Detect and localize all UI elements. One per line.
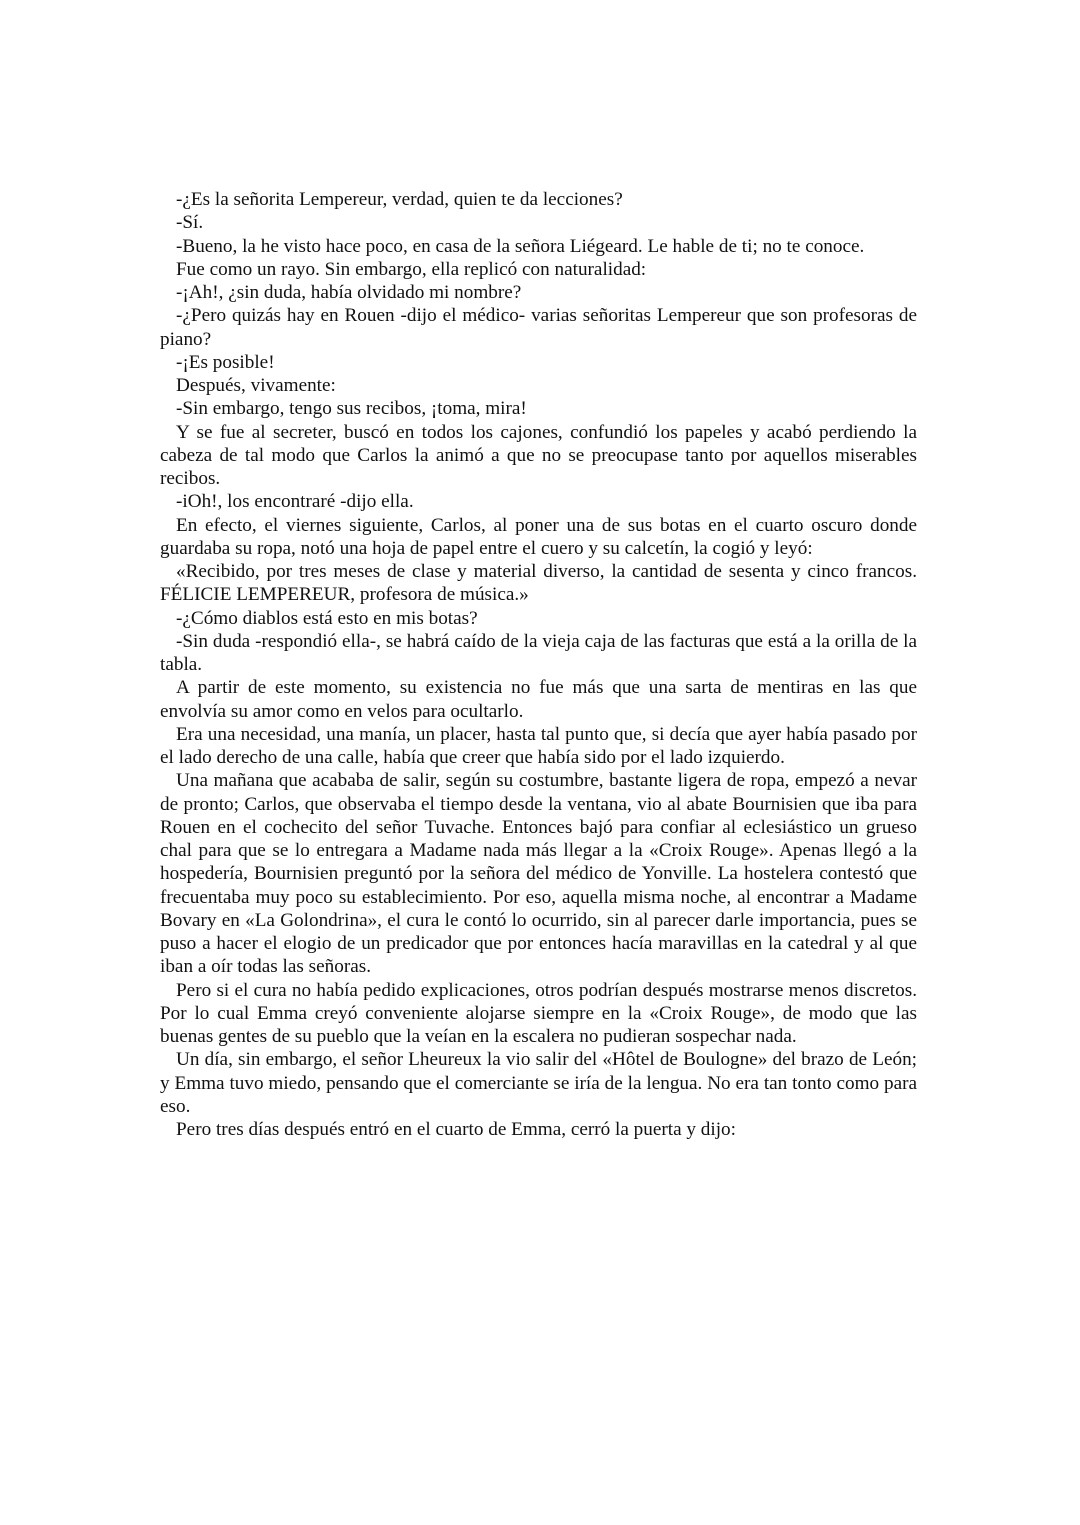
paragraph: Una mañana que acababa de salir, según su costumbre, bastante ligera de ropa, empezó a nevar de pronto; Carlos, que observaba el tiempo desde la ventana, vio al abate Bournisien que iba para Rouen en el cochecito del señor Tuvache. Entonces bajó para confiar al eclesiástico un grueso chal para que se lo entregara a Madame nada más llegar a la «Croix Rouge». Apenas llegó a la hospedería, Bournisien preguntó por la señora del médico de Yonville. La hostelera contestó que frecuentaba muy poco su establecimiento. Por eso, aquella misma noche, al encontrar a Madame Bovary en «La Golondrina», el cura le contó lo ocurrido, sin al parecer darle importancia, pues se puso a hacer el elogio de un predicador que por entonces hacía maravillas en la catedral y al que iban a oír todas las señoras.	[160, 770, 917, 978]
paragraph: -Sí.	[176, 212, 204, 234]
paragraph: -Sin embargo, tengo sus recibos, ¡toma, mira!	[176, 398, 527, 420]
paragraph: Después, vivamente:	[176, 375, 336, 396]
paragraph: Un día, sin embargo, el señor Lheureux la vio salir del «Hôtel de Boulogne» del brazo de León; y Emma tuvo miedo, pensando que el comerciante se iría de la lengua. No era tan tonto como para eso.	[160, 1049, 917, 1117]
paragraph: -¿Pero quizás hay en Rouen -dijo el médico- varias señoritas Lempereur que son profesoras de piano?	[160, 305, 917, 350]
paragraph: A partir de este momento, su existencia no fue más que una sarta de mentiras en las que envolvía su amor como en velos para ocultarlo.	[160, 677, 917, 722]
paragraph: -¿Es la señorita Lempereur, verdad, quien te da lecciones?	[176, 189, 623, 210]
paragraph: Pero tres días después entró en el cuarto de Emma, cerró la puerta y dijo:	[176, 1119, 736, 1140]
paragraph: Fue como un rayo. Sin embargo, ella replicó con naturalidad:	[176, 258, 647, 280]
paragraph: Pero si el cura no había pedido explicaciones, otros podrían después mostrarse menos discretos. Por lo cual Emma creyó conveniente alojarse siempre en la «Croix Rouge», de modo que las buenas gentes de su pueblo que la veían en la escalera no pudieran sospechar nada.	[160, 979, 917, 1047]
paragraph: -¡Ah!, ¿sin duda, había olvidado mi nombre?	[176, 282, 522, 303]
paragraph: -Bueno, la he visto hace poco, en casa de la señora Liégeard. Le hable de ti; no te conoce.	[176, 235, 865, 257]
paragraph: Y se fue al secreter, buscó en todos los cajones, confundió los papeles y acabó perdiendo la cabeza de tal modo que Carlos la animó a que no se preocupase tanto por aquellos miserables recibos.	[160, 421, 917, 489]
page-body	[160, 188, 917, 1141]
paragraph: En efecto, el viernes siguiente, Carlos, al poner una de sus botas en el cuarto oscuro donde guardaba su ropa, notó una hoja de papel entre el cuero y su calcetín, la cogió y leyó:	[160, 514, 917, 559]
paragraph: Era una necesidad, una manía, un placer, hasta tal punto que, si decía que ayer había pasado por el lado derecho de una calle, había que creer que había sido por el lado izquierdo.	[160, 723, 917, 768]
paragraph: -iOh!, los encontraré -dijo ella.	[176, 491, 414, 513]
paragraph: «Recibido, por tres meses de clase y material diverso, la cantidad de sesenta y cinco francos. FÉLICIE LEMPEREUR, profesora de música.»	[160, 561, 917, 606]
paragraph: -Sin duda -respondió ella-, se habrá caído de la vieja caja de las facturas que está a la orilla de la tabla.	[160, 630, 917, 675]
paragraph: -¡Es posible!	[176, 351, 275, 373]
paragraph: -¿Cómo diablos está esto en mis botas?	[176, 607, 478, 629]
